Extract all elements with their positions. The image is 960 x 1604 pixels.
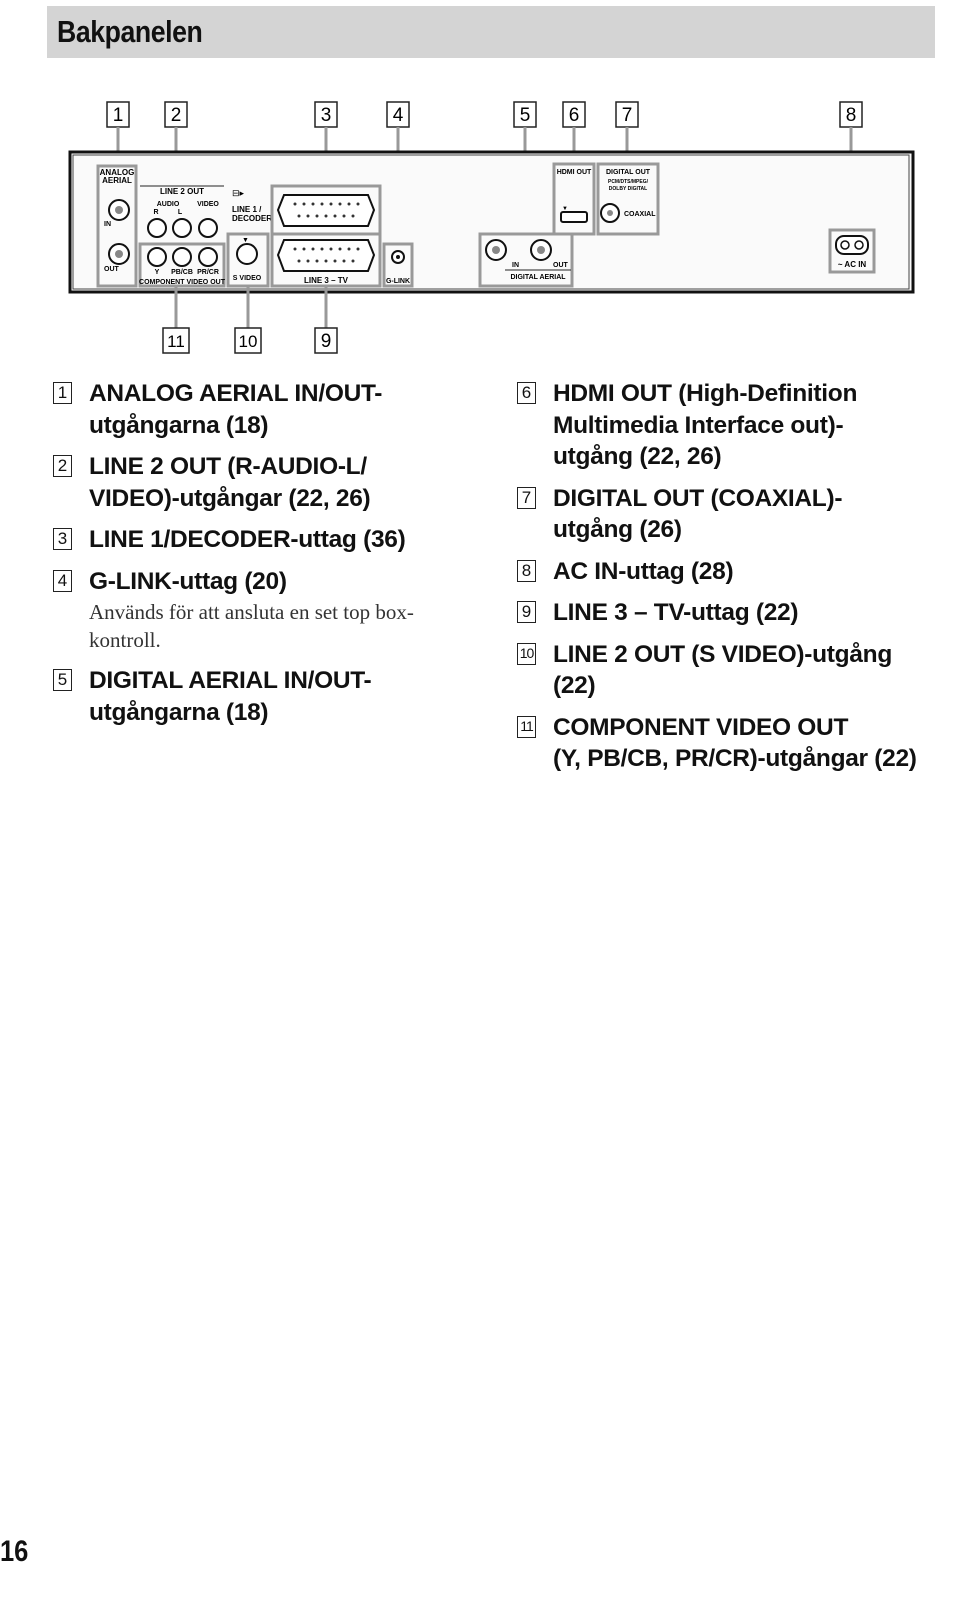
item-label-line: LINE 3 – TV-uttag (22) bbox=[553, 599, 799, 626]
hdmi-arrow-icon: ▼ bbox=[562, 206, 568, 212]
item-label-line: VIDEO)-utgångar (22, 26) bbox=[89, 484, 371, 512]
svideo-arrow-icon: ▼ bbox=[242, 237, 249, 244]
scart-arrow-icon: ⊟▸ bbox=[232, 188, 245, 198]
item-label-line: LINE 2 OUT (R-AUDIO-L/ bbox=[89, 453, 367, 480]
callout-label: 10 bbox=[238, 332, 258, 351]
callout-bottom-11 bbox=[163, 328, 189, 353]
list-item-7 bbox=[517, 483, 937, 546]
list-item-6 bbox=[517, 378, 937, 473]
list-item-8 bbox=[517, 556, 937, 588]
callout-top-2 bbox=[165, 102, 187, 127]
list-item-2 bbox=[53, 451, 473, 514]
callout-label: 3 bbox=[320, 105, 332, 126]
item-label-line: utgångarna (18) bbox=[89, 411, 269, 439]
rear-panel-diagram bbox=[0, 0, 960, 370]
callout-top-6 bbox=[563, 102, 585, 127]
video-jack[interactable] bbox=[199, 219, 217, 237]
component-y-jack[interactable] bbox=[148, 248, 166, 266]
out-label: OUT bbox=[104, 266, 119, 273]
item-label-line: LINE 1/DECODER-uttag (36) bbox=[89, 526, 406, 553]
dolby-label: DOLBY DIGITAL bbox=[608, 186, 648, 192]
component-pr-jack[interactable] bbox=[199, 248, 217, 266]
item-number: 5 bbox=[53, 669, 72, 691]
item-number: 1 bbox=[53, 382, 72, 404]
item-description-line: kontroll. bbox=[89, 628, 161, 652]
right-description-list bbox=[517, 378, 937, 785]
item-label-line: HDMI OUT (High-Definition bbox=[553, 380, 858, 407]
ac-in-label: ~ AC IN bbox=[837, 260, 867, 269]
in-label: IN bbox=[104, 221, 111, 228]
page-title: Bakpanelen bbox=[57, 14, 203, 49]
page-number: 16 bbox=[0, 1535, 29, 1568]
digital-out-title: DIGITAL OUT bbox=[605, 169, 651, 176]
list-item-9 bbox=[517, 597, 937, 629]
callout-label: 11 bbox=[167, 332, 185, 351]
pcm-label: PCM/DTS/MPEG/ bbox=[607, 179, 649, 185]
item-number: 11 bbox=[517, 716, 536, 738]
hdmi-port[interactable] bbox=[561, 212, 587, 222]
item-number: 2 bbox=[53, 455, 72, 477]
list-item-10 bbox=[517, 639, 937, 702]
y-label: Y bbox=[154, 269, 160, 276]
analog-label: ANALOG bbox=[99, 168, 135, 177]
callout-label: 2 bbox=[170, 105, 182, 126]
decoder-label: DECODER bbox=[232, 214, 273, 223]
callout-label: 4 bbox=[392, 105, 404, 126]
list-item-11 bbox=[517, 712, 937, 775]
callout-label: 7 bbox=[621, 105, 633, 126]
list-item-1 bbox=[53, 378, 473, 441]
audio-l-jack[interactable] bbox=[173, 219, 191, 237]
item-number: 6 bbox=[517, 382, 536, 404]
component-video-out-label: COMPONENT VIDEO OUT bbox=[139, 279, 225, 286]
callout-label: 8 bbox=[845, 105, 857, 126]
audio-r-jack[interactable] bbox=[148, 219, 166, 237]
item-number: 9 bbox=[517, 601, 536, 623]
item-label-line: AC IN-uttag (28) bbox=[553, 557, 734, 585]
list-item-3 bbox=[53, 524, 473, 556]
callout-label: 6 bbox=[568, 105, 580, 126]
line1-label: LINE 1 / bbox=[232, 205, 262, 214]
item-label-line: G-LINK-uttag (20) bbox=[89, 567, 287, 595]
pr-label: PR/CR bbox=[197, 269, 219, 276]
callout-top-8 bbox=[840, 102, 862, 127]
list-item-4 bbox=[53, 566, 473, 656]
digital-out-label: OUT bbox=[553, 262, 568, 269]
callout-top-3 bbox=[315, 102, 337, 127]
item-label-line: utgång (22, 26) bbox=[553, 443, 722, 470]
item-description-line: Används för att ansluta en set top box- bbox=[89, 600, 414, 624]
item-label-line: (Y, PB/CB, PR/CR)-utgångar (22) bbox=[553, 745, 917, 772]
item-label-line: ANALOG AERIAL IN/OUT- bbox=[89, 380, 383, 407]
callout-label: 5 bbox=[519, 105, 531, 126]
callout-top-7 bbox=[616, 102, 638, 127]
callout-label: 1 bbox=[112, 105, 124, 126]
pb-label: PB/CB bbox=[171, 269, 193, 276]
digital-in-label: IN bbox=[512, 262, 519, 269]
s-video-label: S VIDEO bbox=[232, 275, 262, 282]
callout-bottom-9 bbox=[315, 328, 337, 353]
hdmi-out-label: HDMI OUT bbox=[556, 169, 592, 176]
callout-top-5 bbox=[514, 102, 536, 127]
item-number: 4 bbox=[53, 570, 72, 592]
callout-label: 9 bbox=[320, 331, 332, 352]
callout-top-4 bbox=[387, 102, 409, 127]
item-number: 3 bbox=[53, 528, 72, 550]
r-label: R bbox=[153, 209, 159, 216]
line3-tv-label: LINE 3 – TV bbox=[303, 276, 349, 285]
list-item-5 bbox=[53, 665, 473, 728]
item-label-line: DIGITAL AERIAL IN/OUT- bbox=[89, 667, 372, 694]
l-label: L bbox=[177, 209, 183, 216]
component-pb-jack[interactable] bbox=[173, 248, 191, 266]
item-label-line: utgång (26) bbox=[553, 516, 682, 543]
line2-out-label: LINE 2 OUT bbox=[159, 187, 205, 196]
item-number: 8 bbox=[517, 560, 536, 582]
digital-aerial-label: DIGITAL AERIAL bbox=[510, 274, 566, 281]
item-label-line: (22) bbox=[553, 672, 596, 699]
left-description-list bbox=[53, 378, 473, 738]
item-label-line: DIGITAL OUT (COAXIAL)- bbox=[553, 484, 843, 512]
s-video-jack[interactable] bbox=[237, 244, 257, 264]
item-number: 7 bbox=[517, 487, 536, 509]
g-link-label: G-LINK bbox=[385, 278, 411, 285]
item-label-line: utgångarna (18) bbox=[89, 698, 269, 726]
item-label-line: Multimedia Interface out)- bbox=[553, 411, 844, 439]
aerial-label: AERIAL bbox=[102, 176, 132, 185]
item-label-line: COMPONENT VIDEO OUT bbox=[553, 713, 849, 741]
callout-top-1 bbox=[107, 102, 129, 127]
item-label-line: LINE 2 OUT (S VIDEO)-utgång bbox=[553, 640, 892, 668]
audio-label: AUDIO bbox=[156, 201, 180, 208]
coaxial-label: COAXIAL bbox=[624, 211, 656, 218]
callout-bottom-10 bbox=[235, 328, 261, 353]
video-label: VIDEO bbox=[197, 201, 219, 208]
item-number: 10 bbox=[517, 643, 536, 665]
